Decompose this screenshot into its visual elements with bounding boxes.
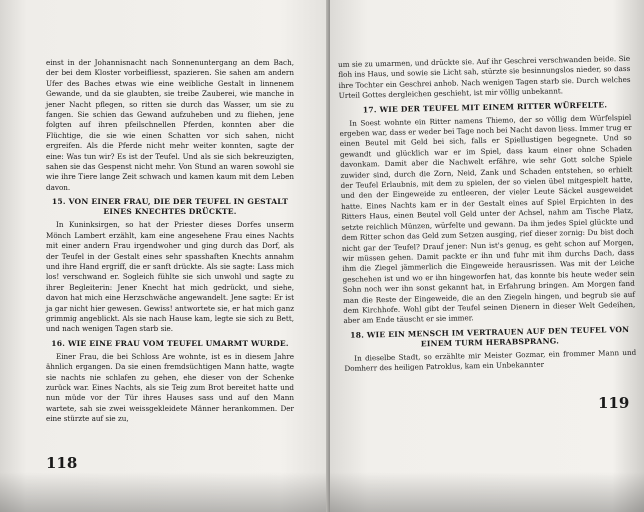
- chapter-heading-18: 18. WIE EIN MENSCH IM VERTRAUEN AUF DEN TEUFEL VON EINEM TURM HERABSPRANG.: [350, 324, 630, 349]
- page-number-right: 119: [598, 394, 630, 412]
- chapter-heading-17: 17. WIE DER TEUFEL MIT EINEM RITTER WÜRFELTE.: [362, 99, 608, 115]
- paragraph-17: In Soest wohnte ein Ritter namens Thiemo, der so völlig dem Würfelspiel ergeben war, dass er weder bei Tage noch bei Nacht davon liess. Immer trug er einen Beutel mit Geld bei sich, falls er Spiellustigen begegnete. Und so gewandt und glücklich war er im Spiel, dass kaum einer ohne Schaden davonkam. Damit aber die Nachwelt erfähre, wie sehr Gott solche Spiele zuwider sind, durch die Zorn, Neid, Zank und Schaden entstehen, so erhielt der Teufel Erlaubnis, mit dem zu spielen, der so vielen übel mitgespielt hatte, und den der Eingeweide zu entleeren, der vieler Leute Säckel ausgeweidet hatte. Eines Nachts kam er in der Gestalt eines auf Spiel Erpichten in des Ritters Haus, einen Beutel voll Geld unter der Achsel, nahm am Tische Platz, setzte reichlich Münzen, würfelte und gewann. Da ihm jedes Spiel glückte und dem Ritter schon das Geld zum Setzen ausging, rief dieser zornig: Du bist doch nicht gar der Teufel? Drauf jener: Nun ist's genug, es geht schon auf Morgen, wir müssen gehen. Damit packte er ihn und fuhr mit ihm durchs Dach, dass ihm die Ziegel jämmerlich die Eingeweide herausrissen. Was mit der Leiche geschehen ist und wo er ihn hingeworfen hat, das konnte bis heute weder sein Sohn noch wer ihn sonst gekannt hat, in Erfahrung bringen. Am Morgen fand man die Reste der Eingeweide, die an den Ziegeln hingen, und begrub sie auf dem Kirchhofe. Wohl gibt der Teufel seinen Dienern in dieser Welt Gedeihen, aber am Ende täuscht er sie immer.: [339, 112, 636, 326]
- chapter-heading-15: 15. VON EINER FRAU, DIE DER TEUFEL IN GESTALT EINES KNECHTES DRÜCKTE.: [51, 197, 289, 217]
- paragraph: einst in der Johannisnacht nach Sonnenuntergang an dem Bach, der bei dem Kloster vorbeifliesst, spazieren. Sie sahen am andern Ufer des Baches etwas wie eine weibliche Gestalt in linnenem Gewande, und da sie glaubten, sie treibe Zauberei, wie manche in jener Nacht pflegen, so ritten sie durch das Wasser, um sie zu fangen. Sie schien das Gewand aufzuheben und zu fliehen, jene folgten auf ihren pfeilschnellen Pferden, konnten aber die Flüchtige, die sie wie einen Schatten vor sich sahen, nicht ergreifen. Als die Pferde nicht mehr weiter konnten, sagte der eine: Was tun wir? Es ist der Teufel. Und als sie sich bekreuzigten, sahen sie das Gespenst nicht mehr. Von Stund an waren sowohl sie wie ihre Tiere lange Zeit schwach und kamen kaum mit dem Leben davon.: [46, 58, 294, 192]
- page-number-left: 118: [46, 454, 78, 472]
- paragraph-18: In dieselbe Stadt, so erzählte mir Meister Gozmar, ein frommer Mann und Domherr des heiligen Patroklus, kam ein Unbekannter: [344, 347, 637, 374]
- left-text-column: [46, 58, 294, 425]
- paragraph-16: Einer Frau, die bei Schloss Are wohnte, ist es in diesem Jahre ähnlich ergangen. Da sie einen fremdsüchtigen Mann hatte, wagte sie nachts nie schlafen zu gehen, ehe dieser von der Schenke zurück war. Eines Nachts, als sie Teig zum Brot bereitet hatte und nun müde vor der Tür ihres Hauses sass und auf den Mann wartete, sah sie zwei weissgekleidete Männer herankommen. Der eine stürzte auf sie zu,: [46, 351, 294, 424]
- paragraph: um sie zu umarmen, und drückte sie. Auf ihr Geschrei verschwanden beide. Sie floh ins Haus, und sowie sie Licht sah, stürzte sie besinnungslos nieder, so dass ihre Tochter ein Geschrei anhob. Nach wenigen Tagen starb sie. Durch welches Urteil Gottes dergleichen geschieht, ist mir völlig unbekannt.: [338, 53, 631, 101]
- page-shadow: [0, 472, 330, 512]
- right-page: [330, 0, 644, 512]
- page-shadow: [330, 472, 644, 512]
- right-text-column: [338, 54, 637, 375]
- paragraph-15: In Kuninksirgen, so hat der Priester dieses Dorfes unserm Mönch Lambert erzählt, kam eine angesehene Frau eines Nachts mit einer andern Frau irgendwoher und ging durch das Dorf, als der Teufel in der Gestalt eines sehr spasshaften Knechts annahm und ihre Hand ergriff, die er sanft drückte. Als sie sagte: Lass mich los! verschwand er. Sogleich fühlte sie sich unwohl und sagte zu ihrer Begleiterin: Jener Knecht hat mich gedrückt, und siehe, davon hat mich eine Herzschwäche angewandelt. Jene sagte: Er ist ja gar nicht hier gewesen. Gewiss! antwortete sie, er hat mich ganz grimmig angeblickt. Als sie nach Hause kam, legte sie sich zu Bett, und nach wenigen Tagen starb sie.: [46, 220, 294, 334]
- chapter-heading-16: 16. WIE EINE FRAU VOM TEUFEL UMARMT WURDE.: [51, 338, 289, 348]
